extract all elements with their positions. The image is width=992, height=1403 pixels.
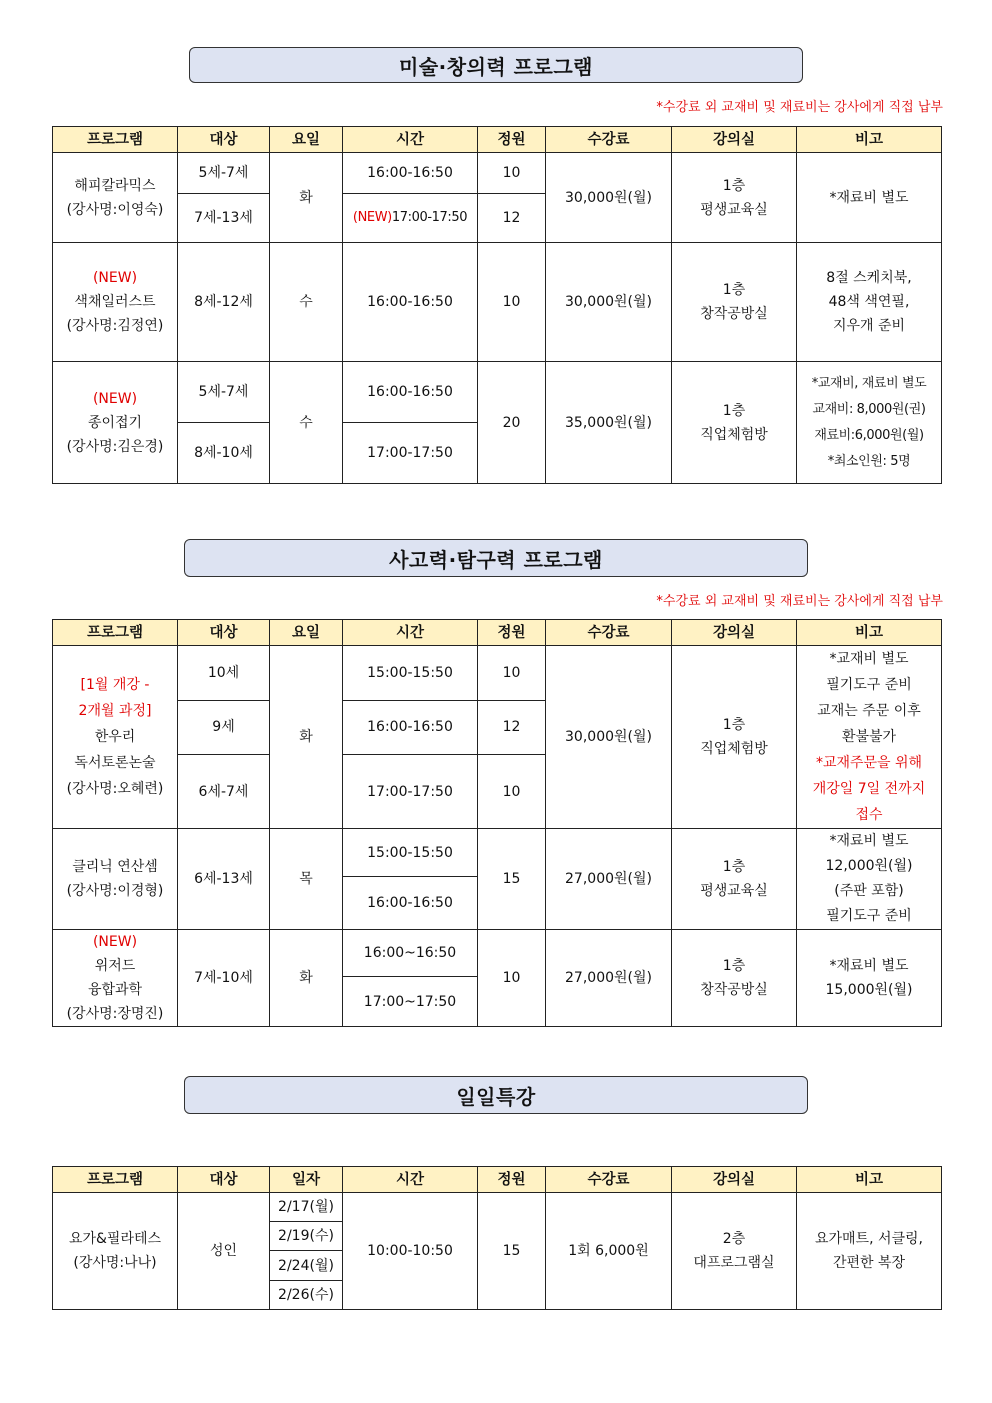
target-cell: 7세-13세 bbox=[178, 194, 270, 243]
remark-line: 15,000원(월) bbox=[825, 982, 913, 998]
day-cell: 수 bbox=[270, 362, 343, 484]
program-name: 융합과학 bbox=[87, 982, 143, 998]
col-header-target: 대상 bbox=[178, 127, 270, 153]
capacity-cell: 15 bbox=[478, 1193, 546, 1310]
fee-cell: 27,000원(월) bbox=[546, 829, 672, 930]
fee-cell: 35,000원(월) bbox=[546, 362, 672, 484]
teacher-name: (강사명:김은경) bbox=[66, 438, 164, 455]
remarks-cell bbox=[797, 930, 942, 1027]
col-header-remarks: 비고 bbox=[797, 1167, 942, 1193]
remark-line: 요가매트, 서클링, bbox=[814, 1231, 924, 1247]
room-floor: 1층 bbox=[722, 177, 746, 194]
table-header-row bbox=[53, 620, 942, 646]
room-cell bbox=[672, 243, 797, 362]
program-cell bbox=[53, 829, 178, 930]
new-badge: (NEW) bbox=[92, 934, 138, 950]
remark-line: 접수 bbox=[855, 807, 883, 823]
day-cell: 수 bbox=[270, 243, 343, 362]
capacity-cell: 10 bbox=[478, 243, 546, 362]
date-cell: 2/19(수) bbox=[270, 1222, 343, 1251]
capacity-cell: 12 bbox=[478, 194, 546, 243]
date-cell: 2/24(월) bbox=[270, 1251, 343, 1281]
time-value: 17:00-17:50 bbox=[391, 210, 468, 225]
table-header-row bbox=[53, 127, 942, 153]
room-cell bbox=[672, 153, 797, 243]
remark-line: *재료비 별도 bbox=[829, 833, 909, 849]
col-header-room: 강의실 bbox=[672, 1167, 797, 1193]
remark-line: (주판 포함) bbox=[834, 883, 904, 899]
remarks-cell: *재료비 별도 bbox=[797, 153, 942, 243]
col-header-capacity: 정원 bbox=[478, 620, 546, 646]
capacity-cell: 10 bbox=[478, 153, 546, 194]
col-header-remarks: 비고 bbox=[797, 620, 942, 646]
section-title-art: 미술·창의력 프로그램 bbox=[189, 47, 803, 83]
capacity-cell: 20 bbox=[478, 362, 546, 484]
remark-line: 재료비:6,000원(월) bbox=[814, 427, 924, 443]
art-program-table bbox=[52, 126, 942, 484]
time-cell: 16:00-16:50 bbox=[343, 700, 478, 755]
col-header-target: 대상 bbox=[178, 1167, 270, 1193]
capacity-cell: 10 bbox=[478, 646, 546, 701]
col-header-room: 강의실 bbox=[672, 620, 797, 646]
date-cell: 2/26(수) bbox=[270, 1281, 343, 1310]
col-header-program: 프로그램 bbox=[53, 127, 178, 153]
time-cell: 16:00~16:50 bbox=[343, 930, 478, 977]
program-name: 색채일러스트 bbox=[74, 294, 156, 310]
remark-line: *재료비 별도 bbox=[829, 958, 909, 974]
time-cell: 17:00-17:50 bbox=[343, 755, 478, 829]
remarks-cell bbox=[797, 1193, 942, 1310]
remark-line: 지우개 준비 bbox=[832, 318, 906, 334]
time-cell: 16:00-16:50 bbox=[343, 362, 478, 423]
room-floor: 1층 bbox=[722, 958, 746, 974]
teacher-name: (강사명:장명진) bbox=[66, 1006, 164, 1022]
table-row bbox=[53, 1193, 942, 1222]
room-name: 직업체험방 bbox=[700, 741, 768, 757]
room-cell bbox=[672, 646, 797, 829]
col-header-program: 프로그램 bbox=[53, 620, 178, 646]
program-name: 해피칼라믹스 bbox=[74, 177, 156, 194]
program-cell bbox=[53, 1193, 178, 1310]
time-cell: 15:00-15:50 bbox=[343, 829, 478, 877]
fee-cell: 30,000원(월) bbox=[546, 153, 672, 243]
program-cell bbox=[53, 930, 178, 1027]
remarks-cell bbox=[797, 243, 942, 362]
daily-program-table bbox=[52, 1166, 942, 1310]
teacher-name: (강사명:이경형) bbox=[66, 883, 164, 899]
room-name: 창작공방실 bbox=[700, 982, 768, 998]
col-header-fee: 수강료 bbox=[546, 1167, 672, 1193]
col-header-time: 시간 bbox=[343, 620, 478, 646]
room-floor: 1층 bbox=[722, 717, 746, 733]
col-header-time: 시간 bbox=[343, 127, 478, 153]
col-header-program: 프로그램 bbox=[53, 1167, 178, 1193]
room-floor: 2층 bbox=[722, 1231, 746, 1247]
col-header-fee: 수강료 bbox=[546, 127, 672, 153]
time-cell: 17:00~17:50 bbox=[343, 977, 478, 1027]
new-badge: (NEW) bbox=[92, 390, 138, 407]
remark-line: 필기도구 준비 bbox=[826, 908, 912, 924]
remarks-cell bbox=[797, 829, 942, 930]
col-header-target: 대상 bbox=[178, 620, 270, 646]
opening-note: [1월 개강 - bbox=[80, 677, 150, 693]
room-name: 창작공방실 bbox=[700, 306, 768, 322]
remark-line: 환불불가 bbox=[841, 729, 897, 745]
teacher-name: (강사명:김정연) bbox=[66, 318, 164, 334]
room-name: 평생교육실 bbox=[700, 201, 768, 218]
teacher-name: (강사명:이영숙) bbox=[66, 201, 164, 218]
day-cell: 화 bbox=[270, 930, 343, 1027]
col-header-date: 일자 bbox=[270, 1167, 343, 1193]
fee-cell: 1회 6,000원 bbox=[546, 1193, 672, 1310]
program-name: 요가&필라테스 bbox=[68, 1231, 162, 1247]
target-cell: 성인 bbox=[178, 1193, 270, 1310]
fee-cell: 30,000원(월) bbox=[546, 646, 672, 829]
target-cell: 6세-7세 bbox=[178, 755, 270, 829]
program-cell bbox=[53, 243, 178, 362]
section-title-thinking: 사고력·탐구력 프로그램 bbox=[184, 539, 808, 577]
table-header-row bbox=[53, 1167, 942, 1193]
payment-note: *수강료 외 교재비 및 재료비는 강사에게 직접 납부 bbox=[656, 594, 943, 609]
remark-line: 8절 스케치북, bbox=[826, 270, 912, 286]
room-name: 직업체험방 bbox=[700, 426, 768, 443]
time-cell: 17:00-17:50 bbox=[343, 423, 478, 484]
section-title-daily: 일일특강 bbox=[184, 1076, 808, 1114]
remark-line: *최소인원: 5명 bbox=[827, 453, 911, 469]
col-header-day: 요일 bbox=[270, 620, 343, 646]
teacher-name: (강사명:나나) bbox=[73, 1255, 157, 1271]
target-cell: 5세-7세 bbox=[178, 153, 270, 194]
remarks-cell bbox=[797, 362, 942, 484]
target-cell: 8세-12세 bbox=[178, 243, 270, 362]
remark-line: 교재비: 8,000원(권) bbox=[812, 401, 926, 417]
col-header-time: 시간 bbox=[343, 1167, 478, 1193]
target-cell: 10세 bbox=[178, 646, 270, 701]
col-header-day: 요일 bbox=[270, 127, 343, 153]
capacity-cell: 10 bbox=[478, 930, 546, 1027]
time-cell: 16:00-16:50 bbox=[343, 243, 478, 362]
room-name: 평생교육실 bbox=[700, 883, 768, 899]
remark-line: 12,000원(월) bbox=[825, 858, 913, 874]
remark-line: *교재주문을 위해 bbox=[815, 755, 923, 771]
remark-line: 간편한 복장 bbox=[832, 1255, 906, 1271]
capacity-cell: 15 bbox=[478, 829, 546, 930]
table-row bbox=[53, 646, 942, 701]
time-cell: 16:00-16:50 bbox=[343, 877, 478, 930]
capacity-cell: 12 bbox=[478, 700, 546, 755]
remark-line: 필기도구 준비 bbox=[826, 677, 912, 693]
day-cell: 목 bbox=[270, 829, 343, 930]
room-floor: 1층 bbox=[722, 402, 746, 419]
program-name: 한우리 bbox=[94, 729, 136, 745]
remark-line: *교재비 별도 bbox=[829, 651, 909, 667]
room-cell bbox=[672, 930, 797, 1027]
program-cell bbox=[53, 646, 178, 829]
remark-line: 개강일 7일 전까지 bbox=[812, 781, 926, 797]
table-row bbox=[53, 829, 942, 877]
capacity-cell: 10 bbox=[478, 755, 546, 829]
new-badge: (NEW) bbox=[352, 210, 392, 225]
col-header-fee: 수강료 bbox=[546, 620, 672, 646]
new-badge: (NEW) bbox=[92, 270, 138, 286]
target-cell: 6세-13세 bbox=[178, 829, 270, 930]
remark-line: 48색 색연필, bbox=[828, 294, 910, 310]
target-cell: 8세-10세 bbox=[178, 423, 270, 484]
room-cell bbox=[672, 829, 797, 930]
time-cell: 15:00-15:50 bbox=[343, 646, 478, 701]
col-header-room: 강의실 bbox=[672, 127, 797, 153]
fee-cell: 30,000원(월) bbox=[546, 243, 672, 362]
room-floor: 1층 bbox=[722, 859, 746, 875]
program-name: 종이접기 bbox=[87, 414, 143, 431]
teacher-name: (강사명:오혜련) bbox=[66, 781, 164, 797]
table-row bbox=[53, 362, 942, 423]
date-cell: 2/17(월) bbox=[270, 1193, 343, 1222]
day-cell: 화 bbox=[270, 153, 343, 243]
room-name: 대프로그램실 bbox=[693, 1255, 775, 1271]
target-cell: 7세-10세 bbox=[178, 930, 270, 1027]
table-row bbox=[53, 930, 942, 977]
program-name: 클리닉 연산셈 bbox=[72, 859, 158, 875]
time-cell: 16:00-16:50 bbox=[343, 153, 478, 194]
col-header-remarks: 비고 bbox=[797, 127, 942, 153]
remarks-cell bbox=[797, 646, 942, 829]
time-cell bbox=[343, 194, 478, 243]
thinking-program-table bbox=[52, 619, 942, 1027]
room-cell bbox=[672, 1193, 797, 1310]
target-cell: 5세-7세 bbox=[178, 362, 270, 423]
program-name: 위저드 bbox=[94, 958, 136, 974]
day-cell: 화 bbox=[270, 646, 343, 829]
table-row bbox=[53, 153, 942, 194]
table-row bbox=[53, 243, 942, 362]
room-floor: 1층 bbox=[722, 282, 746, 298]
program-name: 독서토론논술 bbox=[74, 755, 156, 771]
target-cell: 9세 bbox=[178, 700, 270, 755]
opening-note: 2개월 과정] bbox=[78, 703, 152, 719]
fee-cell: 27,000원(월) bbox=[546, 930, 672, 1027]
remark-line: *교재비, 재료비 별도 bbox=[811, 375, 927, 391]
payment-note: *수강료 외 교재비 및 재료비는 강사에게 직접 납부 bbox=[656, 100, 943, 115]
program-cell bbox=[53, 362, 178, 484]
remark-line: 교재는 주문 이후 bbox=[817, 703, 921, 719]
program-cell bbox=[53, 153, 178, 243]
room-cell bbox=[672, 362, 797, 484]
col-header-capacity: 정원 bbox=[478, 127, 546, 153]
col-header-capacity: 정원 bbox=[478, 1167, 546, 1193]
time-cell: 10:00-10:50 bbox=[343, 1193, 478, 1310]
